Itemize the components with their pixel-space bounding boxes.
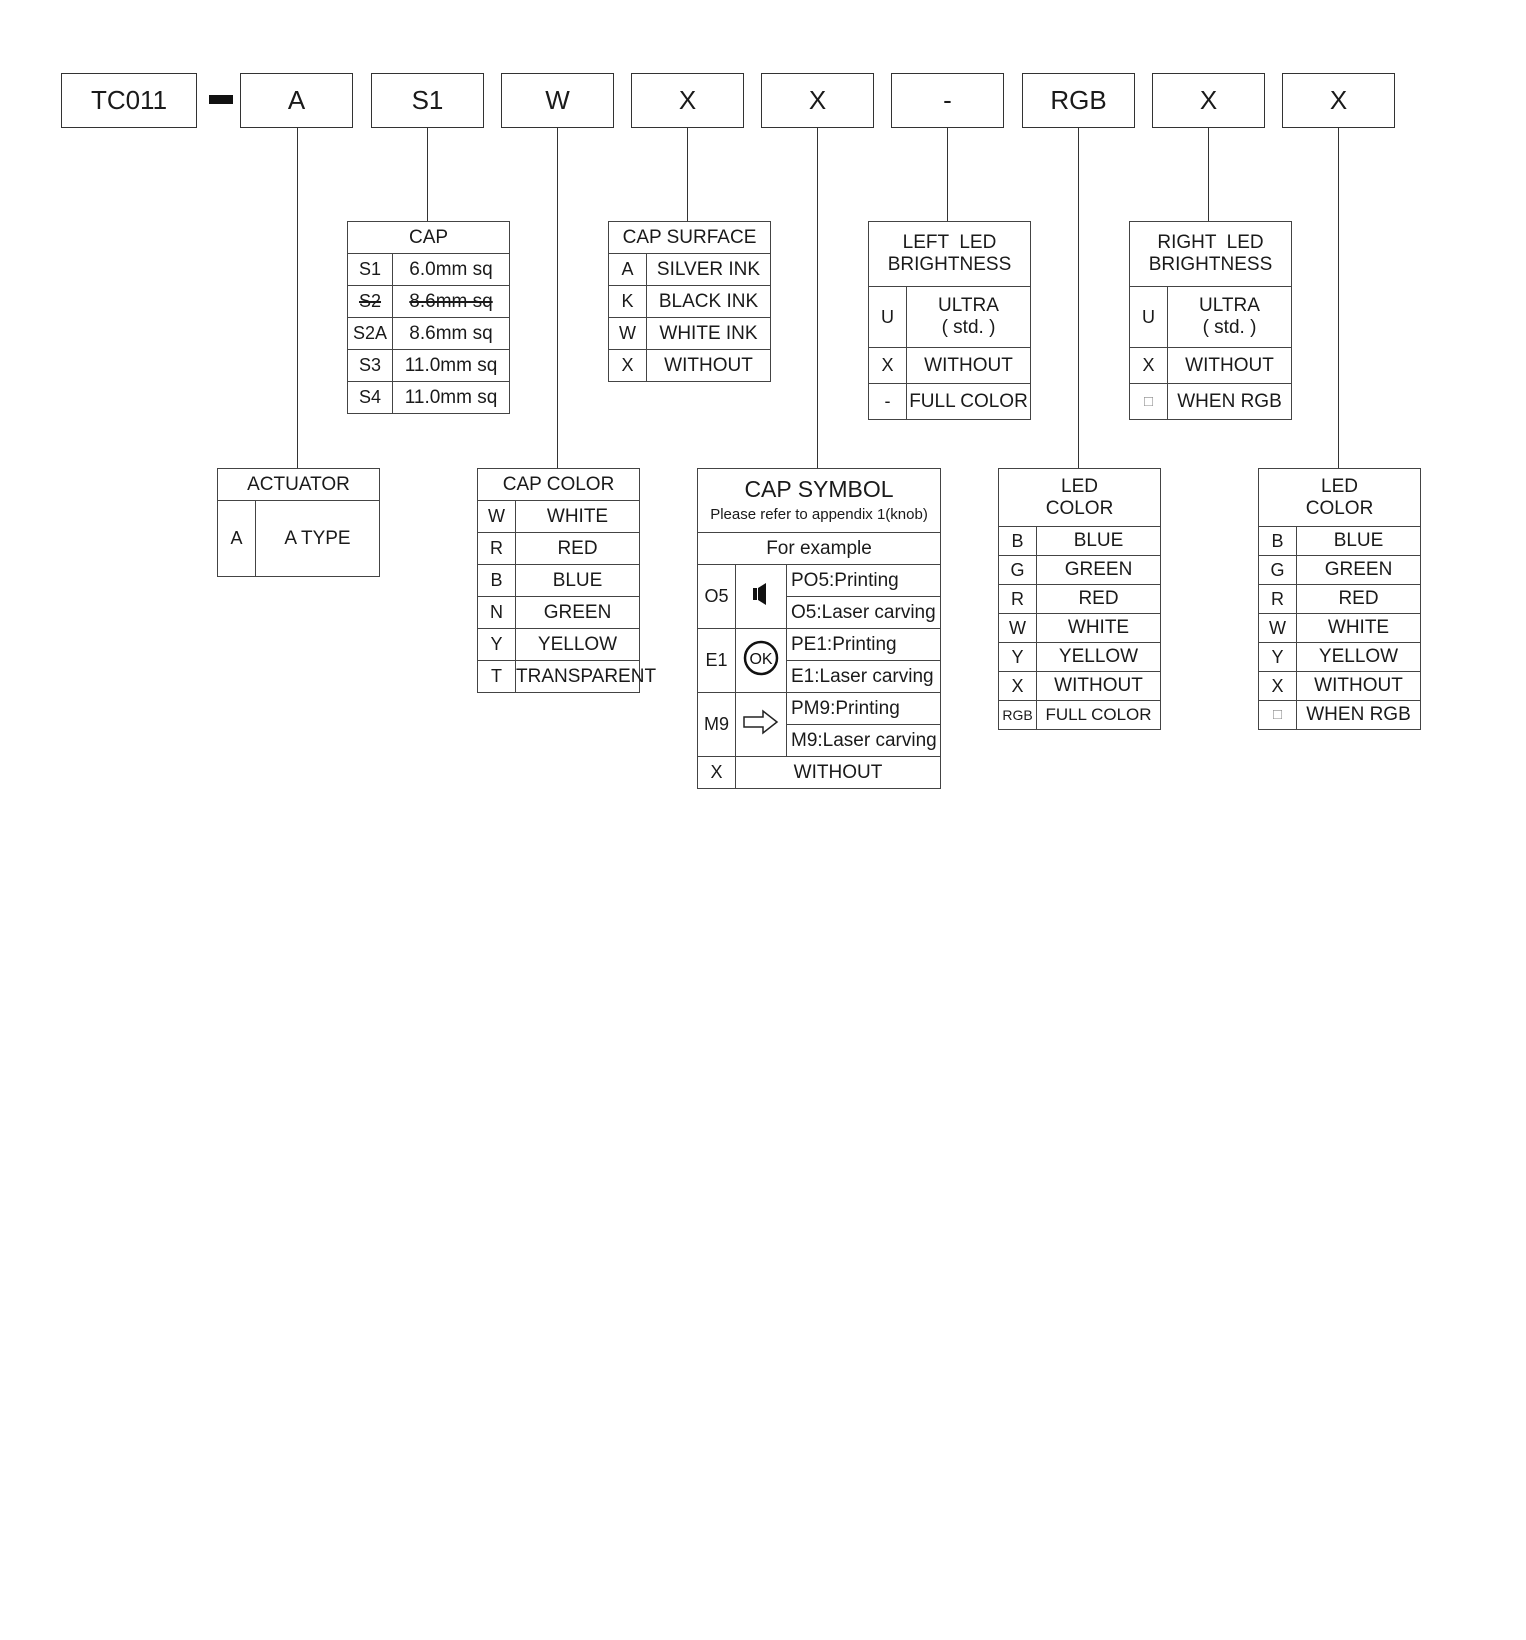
cap-desc: 8.6mm sq <box>393 286 510 318</box>
led-color-code: W <box>1259 614 1297 643</box>
code-right-brightness-text: X <box>1199 85 1218 115</box>
connector-right-brightness <box>1208 128 1209 221</box>
left-led-brightness-desc <box>907 287 1031 348</box>
code-cap-text: S1 <box>411 85 444 115</box>
led-color-desc: YELLOW <box>1297 643 1421 672</box>
code-box-cap <box>371 73 484 128</box>
ok-circle-icon <box>736 629 787 693</box>
led-color-right-title <box>1259 469 1421 527</box>
actuator-table <box>217 468 380 577</box>
cap-color-desc: RED <box>516 533 640 565</box>
code-cap-color-text: W <box>545 85 570 115</box>
cap-color-desc: TRANSPARENT <box>516 661 640 693</box>
cap-surface-code: W <box>609 318 647 350</box>
right-led-brightness-title-line1: RIGHT LED <box>1157 232 1264 254</box>
led-color-code: Y <box>1259 643 1297 672</box>
led-color-code: X <box>1259 672 1297 701</box>
code-actuator-text: A <box>287 85 306 115</box>
right-led-brightness-desc: WITHOUT <box>1168 348 1292 384</box>
cap-color-desc: WHITE <box>516 501 640 533</box>
led-color-desc: RED <box>1037 585 1161 614</box>
left-led-brightness-desc: WITHOUT <box>907 348 1031 384</box>
code-right-led-color-text: X <box>1329 85 1348 115</box>
right-led-brightness-title-line2: BRIGHTNESS <box>1148 254 1273 275</box>
code-cap-symbol-text: X <box>808 85 827 115</box>
cap-table <box>347 221 510 414</box>
cap-symbol-title <box>698 469 941 533</box>
left-led-brightness-table <box>868 221 1031 420</box>
cap-color-code: R <box>478 533 516 565</box>
left-led-brightness-title-line2: BRIGHTNESS <box>887 254 1012 275</box>
cap-symbol-example-label: For example <box>698 533 941 565</box>
code-left-brightness-text: - <box>943 85 952 115</box>
code-box-left-led-color <box>1022 73 1135 128</box>
led-color-code: RGB <box>999 701 1037 730</box>
led-color-code: W <box>999 614 1037 643</box>
cap-color-desc: GREEN <box>516 597 640 629</box>
actuator-table-title: ACTUATOR <box>218 469 380 501</box>
cap-symbol-laser: O5:Laser carving <box>787 597 941 629</box>
led-color-desc: WHEN RGB <box>1297 701 1421 730</box>
code-cap-surface-text: X <box>678 85 697 115</box>
cap-surface-table <box>608 221 771 382</box>
left-led-brightness-code: X <box>869 348 907 384</box>
code-box-right-led-color <box>1282 73 1395 128</box>
cap-surface-desc: WITHOUT <box>647 350 771 382</box>
cap-symbol-table <box>697 468 941 789</box>
led-color-right-title-line2: COLOR <box>1305 497 1374 519</box>
cap-desc: 6.0mm sq <box>393 254 510 286</box>
right-led-brightness-desc <box>1168 287 1292 348</box>
connector-right-led-color <box>1338 128 1339 468</box>
cap-color-table-title: CAP COLOR <box>478 469 640 501</box>
code-box-cap-symbol <box>761 73 874 128</box>
cap-surface-desc: BLACK INK <box>647 286 771 318</box>
led-color-desc: RED <box>1297 585 1421 614</box>
cap-symbol-laser: E1:Laser carving <box>787 661 941 693</box>
led-color-code: G <box>999 556 1037 585</box>
code-box-series <box>61 73 197 128</box>
cap-desc: 11.0mm sq <box>393 382 510 414</box>
code-left-led-color-text: RGB <box>1050 85 1107 115</box>
led-color-left-title <box>999 469 1161 527</box>
cap-symbol-laser: M9:Laser carving <box>787 725 941 757</box>
led-color-desc: GREEN <box>1297 556 1421 585</box>
connector-actuator <box>297 128 298 468</box>
connector-cap-surface <box>687 128 688 221</box>
code-box-left-brightness <box>891 73 1004 128</box>
left-led-brightness-desc: FULL COLOR <box>907 384 1031 420</box>
actuator-code: A <box>218 501 256 577</box>
led-color-left-title-line2: COLOR <box>1045 497 1114 519</box>
cap-symbol-print: PM9:Printing <box>787 693 941 725</box>
cap-code: S3 <box>348 350 393 382</box>
led-color-right-title-line1: LED <box>1321 475 1358 497</box>
cap-surface-desc: SILVER INK <box>647 254 771 286</box>
led-color-desc: WITHOUT <box>1037 672 1161 701</box>
cap-color-code: W <box>478 501 516 533</box>
checkbox-square-icon: □ <box>1259 701 1297 730</box>
cap-surface-code: K <box>609 286 647 318</box>
cap-symbol-print: PE1:Printing <box>787 629 941 661</box>
speaker-icon <box>736 565 787 629</box>
left-led-brightness-title <box>869 222 1031 287</box>
code-box-right-brightness <box>1152 73 1265 128</box>
cap-surface-table-title: CAP SURFACE <box>609 222 771 254</box>
connector-cap <box>427 128 428 221</box>
led-color-left-title-line1: LED <box>1061 475 1098 497</box>
cap-surface-code: A <box>609 254 647 286</box>
led-color-desc: YELLOW <box>1037 643 1161 672</box>
cap-symbol-code: X <box>698 757 736 789</box>
cap-symbol-print: PO5:Printing <box>787 565 941 597</box>
dash-separator <box>209 95 233 104</box>
cap-desc: 11.0mm sq <box>393 350 510 382</box>
checkbox-square-icon: □ <box>1130 384 1168 420</box>
cap-color-desc: BLUE <box>516 565 640 597</box>
left-led-brightness-desc-line2: ( std. ) <box>941 317 996 338</box>
left-led-brightness-desc-line1: ULTRA <box>938 295 999 317</box>
cap-symbol-code: O5 <box>698 565 736 629</box>
code-box-cap-color <box>501 73 614 128</box>
cap-desc: 8.6mm sq <box>393 318 510 350</box>
connector-left-brightness <box>947 128 948 221</box>
cap-code: S4 <box>348 382 393 414</box>
connector-left-led-color <box>1078 128 1079 468</box>
led-color-code: B <box>1259 527 1297 556</box>
speaker-icon-svg <box>746 579 776 609</box>
led-color-desc: FULL COLOR <box>1037 701 1161 730</box>
cap-code: S2 <box>348 286 393 318</box>
ok-circle-icon-svg <box>742 639 780 677</box>
cap-symbol-subtitle: Please refer to appendix 1(knob) <box>710 506 928 523</box>
right-led-brightness-desc: WHEN RGB <box>1168 384 1292 420</box>
actuator-desc: A TYPE <box>256 501 380 577</box>
led-color-code: R <box>999 585 1037 614</box>
right-led-brightness-table <box>1129 221 1292 420</box>
led-color-code: B <box>999 527 1037 556</box>
arrow-right-icon-svg <box>741 707 781 737</box>
cap-table-title: CAP <box>348 222 510 254</box>
led-color-right-table <box>1258 468 1421 730</box>
cap-color-code: Y <box>478 629 516 661</box>
right-led-brightness-code: X <box>1130 348 1168 384</box>
led-color-desc: WHITE <box>1297 614 1421 643</box>
right-led-brightness-code: U <box>1130 287 1168 348</box>
cap-color-code: T <box>478 661 516 693</box>
cap-symbol-code: E1 <box>698 629 736 693</box>
connector-cap-symbol <box>817 128 818 468</box>
led-color-desc: BLUE <box>1297 527 1421 556</box>
connector-cap-color <box>557 128 558 468</box>
cap-symbol-desc: WITHOUT <box>736 757 941 789</box>
led-color-desc: BLUE <box>1037 527 1161 556</box>
right-led-brightness-title <box>1130 222 1292 287</box>
led-color-left-table <box>998 468 1161 730</box>
cap-color-code: B <box>478 565 516 597</box>
cap-color-table <box>477 468 657 693</box>
cap-symbol-code: M9 <box>698 693 736 757</box>
code-series-text: TC011 <box>90 85 168 115</box>
cap-surface-code: X <box>609 350 647 382</box>
cap-code: S2A <box>348 318 393 350</box>
led-color-desc: WHITE <box>1037 614 1161 643</box>
left-led-brightness-code: - <box>869 384 907 420</box>
cap-symbol-title-text: CAP SYMBOL <box>744 476 894 503</box>
cap-surface-desc: WHITE INK <box>647 318 771 350</box>
cap-color-desc: YELLOW <box>516 629 640 661</box>
led-color-code: Y <box>999 643 1037 672</box>
arrow-right-icon <box>736 693 787 757</box>
ok-icon-text: OK <box>749 650 773 668</box>
led-color-desc: GREEN <box>1037 556 1161 585</box>
led-color-code: R <box>1259 585 1297 614</box>
code-box-cap-surface <box>631 73 744 128</box>
led-color-code: G <box>1259 556 1297 585</box>
led-color-code: X <box>999 672 1037 701</box>
right-led-brightness-desc-line1: ULTRA <box>1199 295 1260 317</box>
led-color-desc: WITHOUT <box>1297 672 1421 701</box>
cap-code: S1 <box>348 254 393 286</box>
left-led-brightness-title-line1: LEFT LED <box>902 232 997 254</box>
cap-color-code: N <box>478 597 516 629</box>
code-box-actuator <box>240 73 353 128</box>
right-led-brightness-desc-line2: ( std. ) <box>1202 317 1257 338</box>
left-led-brightness-code: U <box>869 287 907 348</box>
